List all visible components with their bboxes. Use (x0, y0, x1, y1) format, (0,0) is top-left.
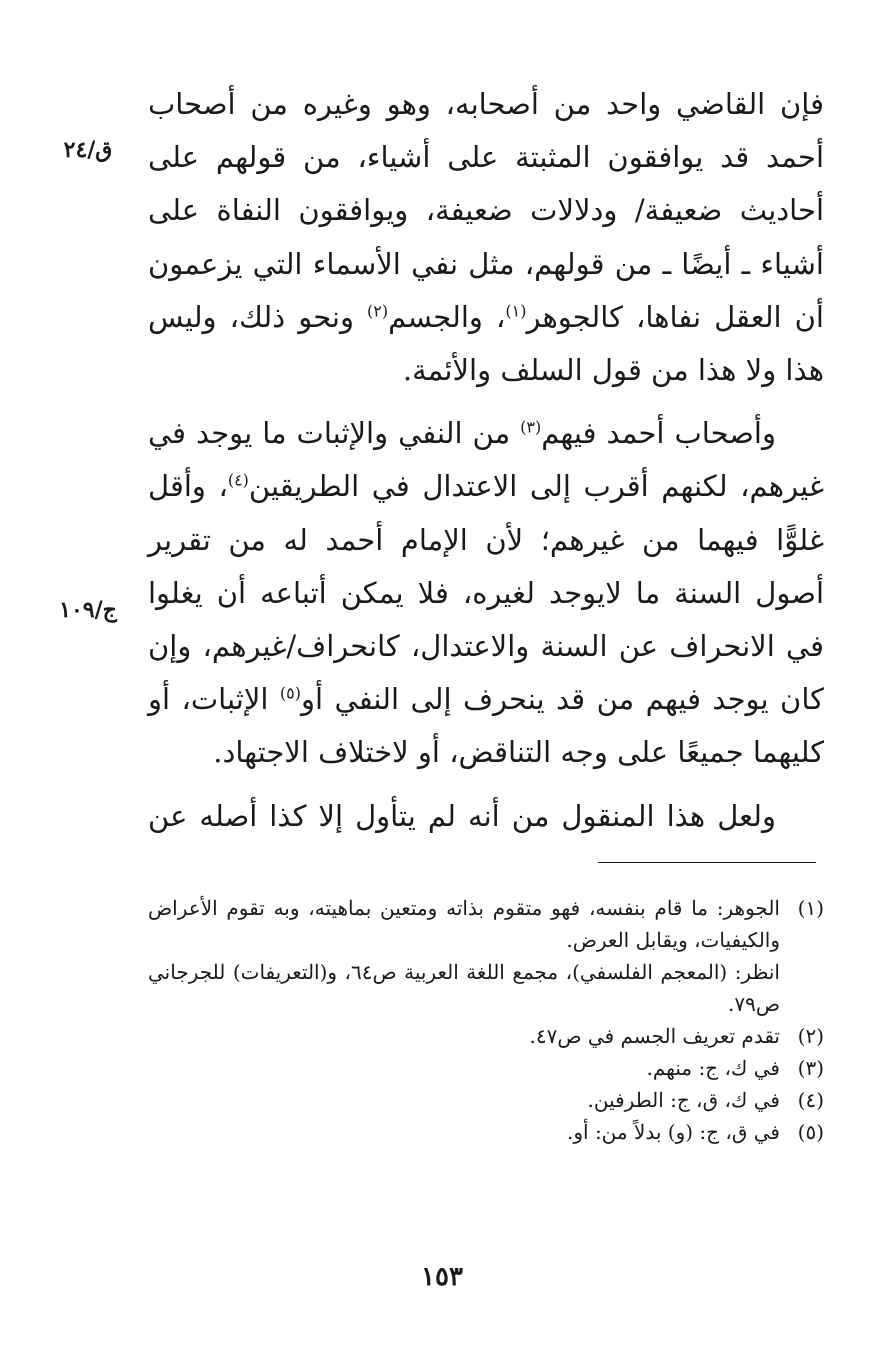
paragraph (148, 407, 824, 779)
text-run: ونحو ذلك، وليس هذا ولا هذا من قول السلف والأئمة. (148, 299, 824, 388)
paragraph (148, 78, 824, 397)
main-text (148, 78, 824, 843)
footnote-marker: (٢) (367, 301, 389, 321)
footnote-line: تقدم تعريف الجسم في ص٤٧. (529, 1024, 780, 1048)
footnote (148, 1052, 824, 1084)
footnote (148, 1084, 824, 1116)
text-run: فإن القاضي واحد من أصحابه، وهو وغيره من أصحاب أحمد قد يوافقون المثبتة على أشياء، من قولهم على أحاديث ضعيفة/ ودلالات ضعيفة، ويوافقون النفاة على أشياء ـ أيضًا ـ من قولهم، مثل نفي الأسماء التي يزعمون أن العقل نفاها، كالجوهر (148, 87, 824, 334)
footnote-text (148, 1052, 780, 1084)
footnote-line: في ك، ق، ج: الطرفين. (587, 1088, 780, 1112)
page-number: ١٥٣ (421, 1262, 463, 1292)
footnote-number: (٤) (797, 1088, 824, 1112)
footnote-marker: (٥) (279, 683, 301, 703)
footnote-separator (598, 862, 816, 863)
footnotes (148, 892, 824, 1148)
footnote-line: في ق، ج: (و) بدلاً من: أو. (567, 1120, 780, 1144)
footnote-marker: (١) (505, 301, 527, 321)
footnote (148, 1116, 824, 1148)
footnote-line: الجوهر: ما قام بنفسه، فهو متقوم بذاته ومتعين بماهيته، وبه تقوم الأعراض والكيفيات، ويقابل العرض. (148, 896, 780, 952)
text-run: من النفي والإثبات ما يوجد في غيرهم، لكنهم أقرب إلى الاعتدال في الطريقين (148, 416, 824, 504)
text-run: الإثبات، أو كليهما جميعًا على وجه التناقض، أو لاختلاف الاجتهاد. (148, 682, 824, 770)
footnote-marker: (٣) (520, 417, 542, 437)
footnote-marker: (٤) (227, 470, 249, 490)
footnote-text (148, 1116, 780, 1148)
text-run: وأصحاب أحمد فيهم (541, 416, 776, 451)
footnote-number: (٣) (797, 1056, 824, 1080)
text-run: ، وأقل غلوًّا فيهما من غيرهم؛ لأن الإمام أحمد له من تقرير أصول السنة ما لايوجد لغيره، فلا يمكن أتباعه أن يغلوا في الانحراف عن السنة والاعتدال، كانحراف/غيرهم، وإن كان يوجد فيهم من قد ينحرف إلى النفي أو (148, 469, 824, 717)
footnote (148, 892, 824, 1020)
footnote-text (148, 892, 780, 1020)
footnote-text (148, 1020, 780, 1052)
text-run: ولعل هذا المنقول من أنه لم يتأول إلا كذا أصله عن (148, 798, 776, 833)
footnote-number: (٢) (797, 1024, 824, 1048)
footnote-number: (٥) (797, 1120, 824, 1144)
footnote-number: (١) (797, 896, 824, 920)
text-run: ، والجسم (388, 299, 506, 334)
footnote (148, 1020, 824, 1052)
footnote-line: في ك، ج: منهم. (646, 1056, 780, 1080)
paragraph (148, 790, 824, 843)
footnote-text (148, 1084, 780, 1116)
margin-note-manuscript-q: ق/٢٤ (63, 137, 113, 163)
margin-note-manuscript-j: ج/١٠٩ (59, 597, 117, 623)
footnote-line: انظر: (المعجم الفلسفي)، مجمع اللغة العربية ص٦٤، و(التعريفات) للجرجاني ص٧٩. (148, 960, 780, 1016)
